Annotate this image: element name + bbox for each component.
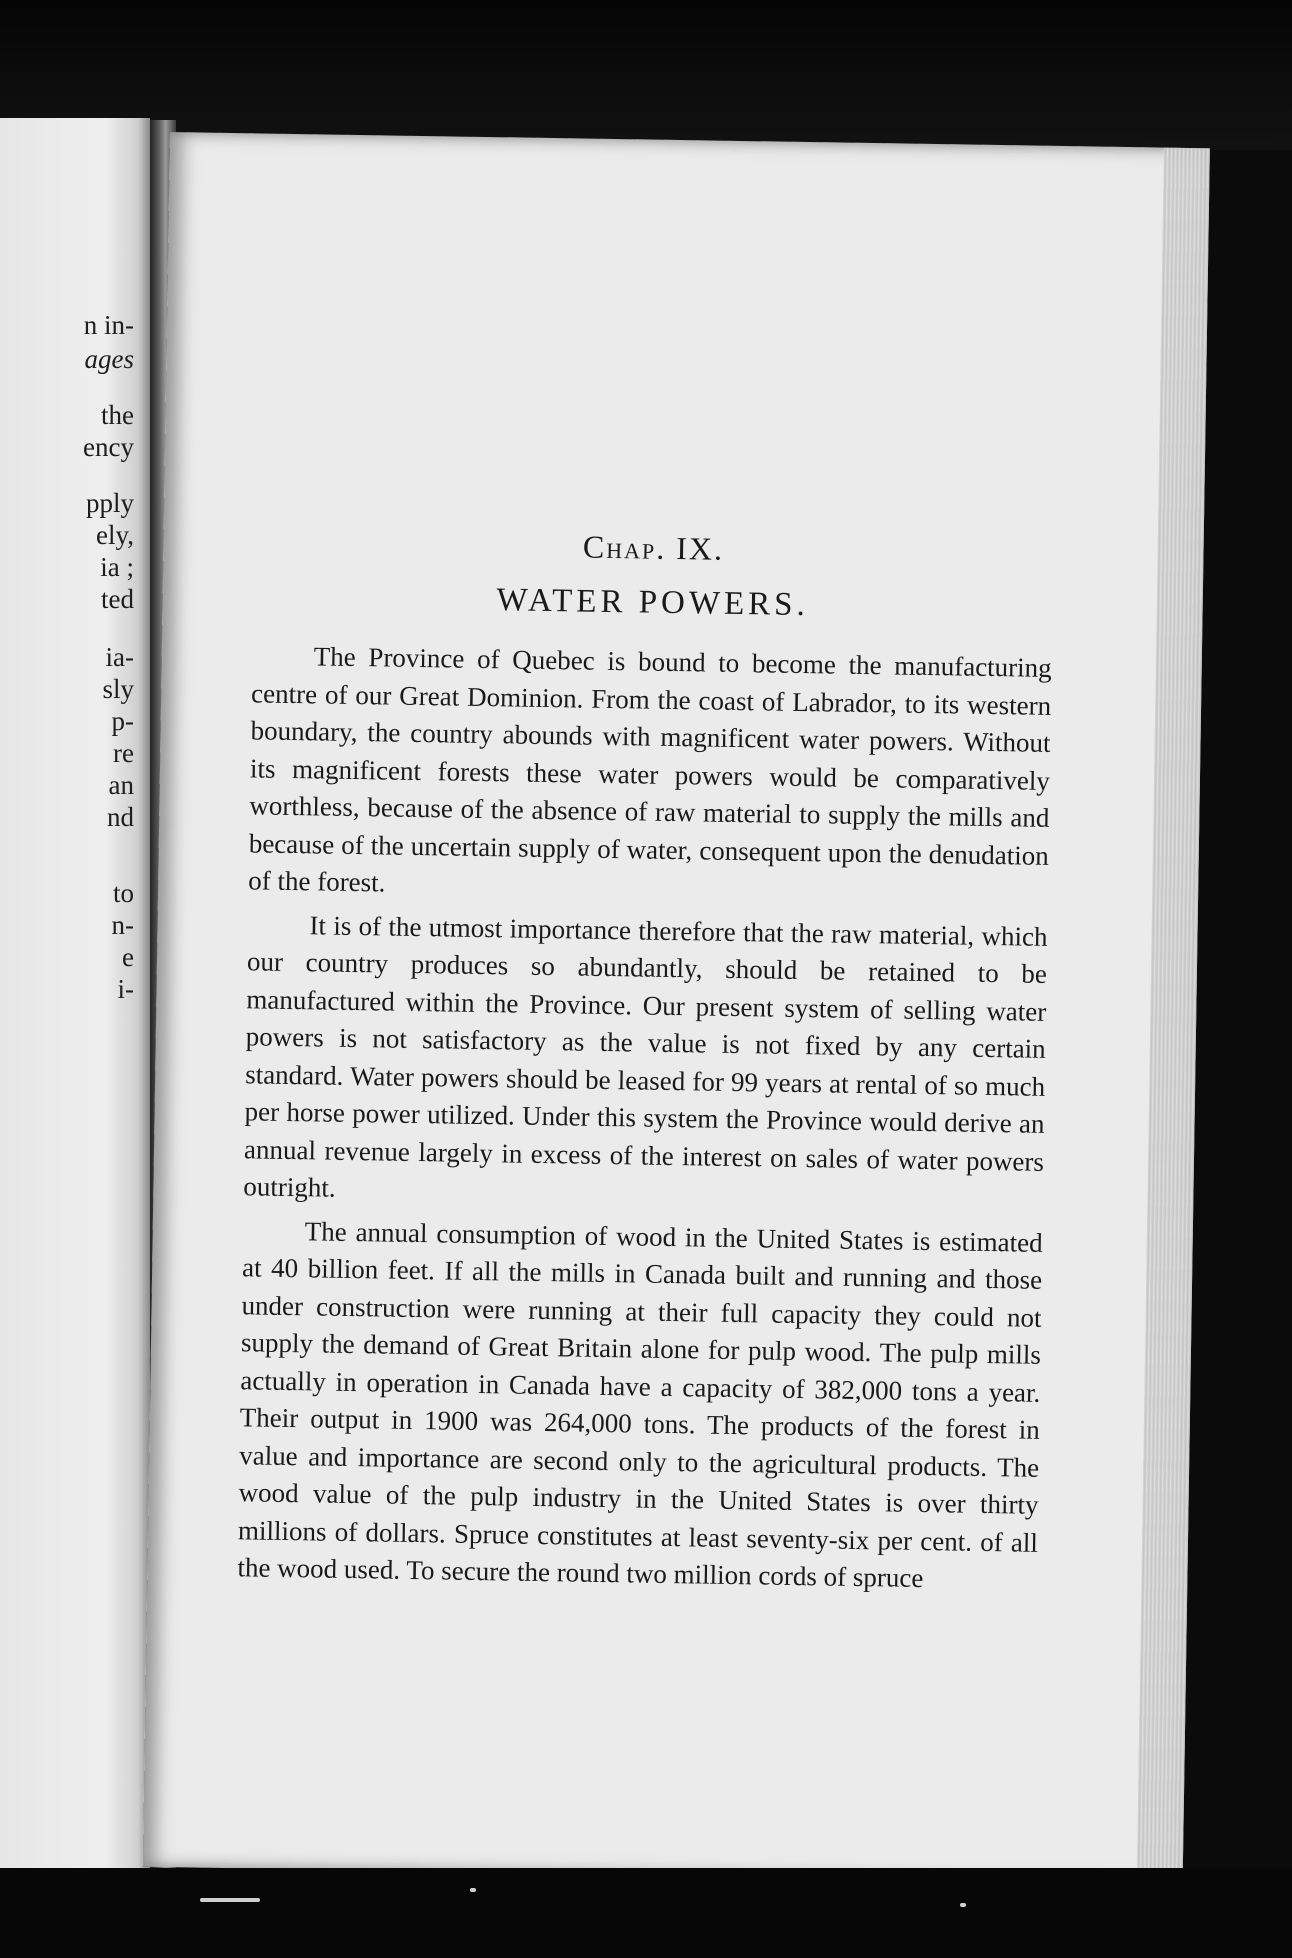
- paragraph: The Province of Quebec is bound to become the manufacturing centre of our Great Dominion. From the coast of Labrador, to its western boundary, the country abounds with magnificent water powers. Without its magnificent forests these water powers would be comparatively worthless, because of the absence of raw material to supply the mills and because of the uncertain supply of water, consequent upon the denudation of the forest.: [248, 641, 1052, 898]
- scan-speck: [200, 1898, 260, 1902]
- left-line-fragment: re: [113, 738, 134, 768]
- right-book-page: [143, 132, 1210, 1883]
- left-line-fragment: ency: [83, 432, 134, 462]
- left-facing-page: [0, 118, 150, 1878]
- left-line-fragment: ia ;: [100, 552, 134, 582]
- page-content: [237, 523, 1054, 1605]
- chapter-label: Chap. IX.: [582, 528, 725, 567]
- left-line-fragment: p-: [111, 706, 134, 736]
- left-line-fragment: to: [112, 878, 134, 908]
- left-line-fragment: nd: [107, 802, 134, 832]
- paragraph: The annual consumption of wood in the United States is estimated at 40 billion feet. If all the mills in Canada built and running and those under construction were running at their full capacity they could not supply the demand of Great Britain alone for pulp wood. The pulp mills actually in operation in Canada have a capacity of 382,000 tons a year. Their output in 1900 was 264,000 tons. The products of the forest in value and importance are second only to the agricultural products. The wood value of the pulp industry in the United States is over thirty millions of dollars. Spruce constitutes at least seventy-six per cent. of all the wood used. To secure the round two million cords of spruce: [237, 1215, 1043, 1594]
- left-line-fragment: ages: [84, 344, 134, 374]
- page-edge: [1137, 148, 1210, 1884]
- chapter-title: WATER POWERS.: [496, 582, 810, 624]
- paragraph: It is of the utmost importance therefore that the raw material, which our country produces so abundantly, should be retained to be manufactured within the Province. Our present system of selling water powers is not satisfactory as the value is not fixed by any certain standard. Water powers should be leased for 99 years at rental of so much per horse power utilized. Under this system the Province would derive an annual revenue largely in excess of the interest on sales of water powers outright.: [243, 909, 1048, 1203]
- left-line-fragment: n-: [111, 910, 134, 940]
- left-line-fragment: ia-: [105, 642, 134, 672]
- left-line-fragment: n in-: [83, 310, 134, 340]
- left-line-fragment: sly: [102, 674, 134, 704]
- scan-speck: [470, 1888, 476, 1892]
- left-line-fragment: the: [101, 400, 134, 430]
- left-line-fragment: i-: [117, 974, 134, 1004]
- left-line-fragment: e: [122, 942, 134, 972]
- scan-speck: [960, 1903, 966, 1907]
- left-line-fragment: ted: [101, 584, 134, 614]
- left-line-fragment: ely,: [96, 520, 134, 550]
- left-line-fragment: pply: [85, 488, 134, 518]
- scan-background-top: [0, 0, 1292, 150]
- scan-background-bottom: [0, 1868, 1292, 1958]
- left-line-fragment: an: [108, 770, 134, 800]
